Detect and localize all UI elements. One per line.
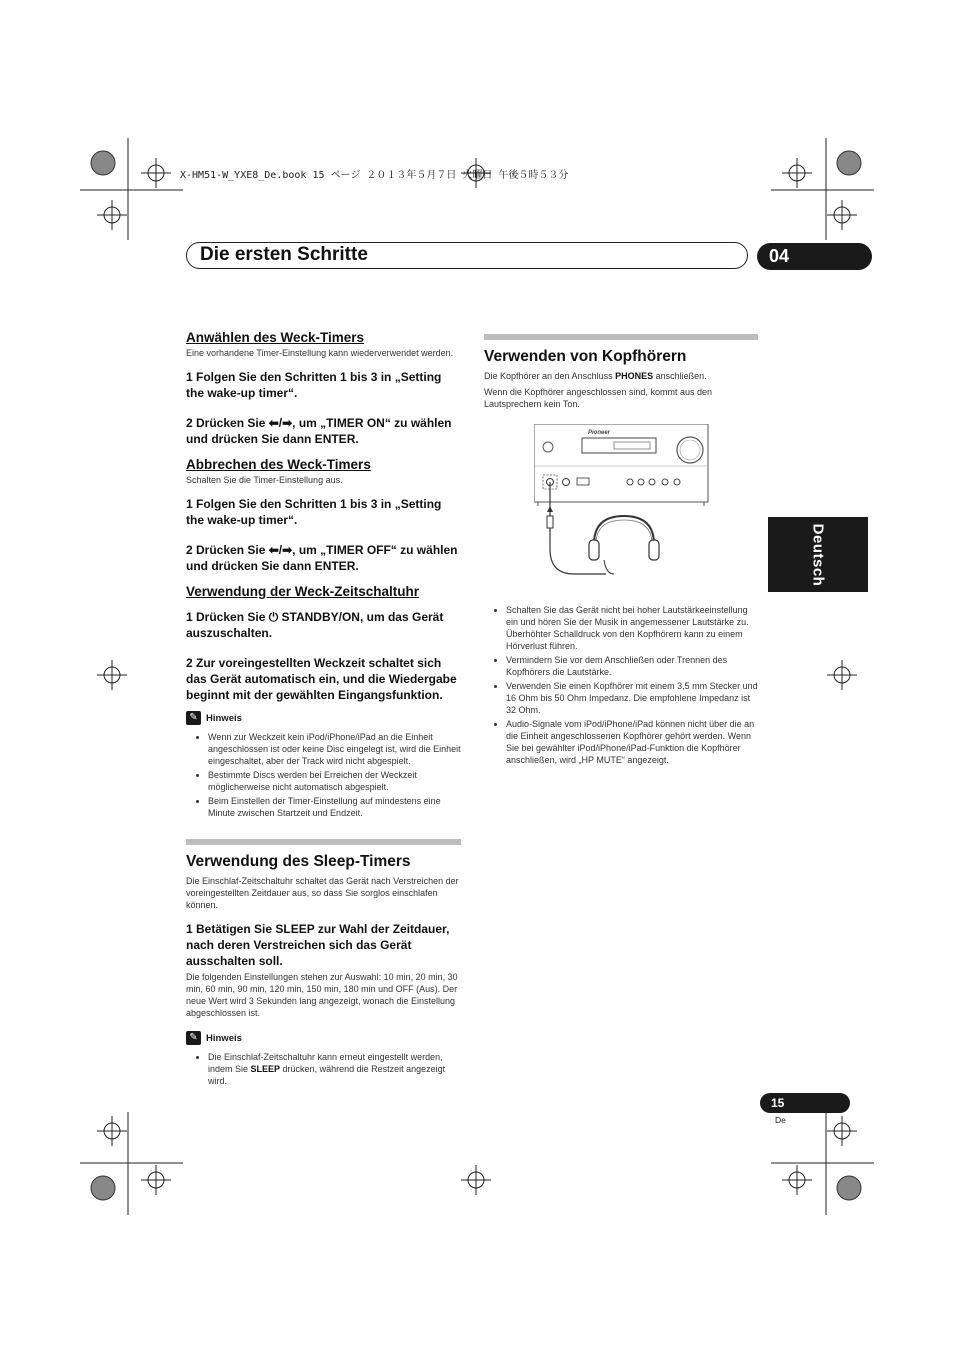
note-list xyxy=(186,731,461,819)
note-pencil-icon: ✎ xyxy=(186,1031,201,1045)
step: 2 Zur voreingestellten Weckzeit schaltet sich das Gerät automatisch ein, und die Wiedergabe beginnt mit der gewählten Eingangsfunktion. xyxy=(186,656,457,702)
left-column xyxy=(186,330,461,1089)
step: 2 Drücken Sie ⬅/➡, um „TIMER OFF“ zu wählen und drücken Sie dann ENTER. xyxy=(186,543,458,573)
note-pencil-icon: ✎ xyxy=(186,711,201,725)
list-item: • Vermindern Sie vor dem Anschließen oder Trennen des Kopfhörers die Lautstärke. xyxy=(506,654,758,678)
section-title: Anwählen des Weck-Timers xyxy=(186,330,365,345)
chapter-title: Die ersten Schritte xyxy=(200,244,368,265)
page-number-badge: 15 xyxy=(760,1093,850,1113)
section-intro: Die Kopfhörer an den Anschluss PHONES anschließen. xyxy=(484,371,707,381)
section-heading: Verwendung des Sleep-Timers xyxy=(186,853,411,870)
list-item: • Die Einschlaf-Zeitschaltuhr kann erneut eingestellt werden, indem Sie SLEEP drücken, während die Restzeit angezeigt wird. xyxy=(208,1051,461,1087)
step: 1 Drücken Sie ⏻ STANDBY/ON, um das Gerät auszuschalten. xyxy=(186,610,444,640)
list-item: • Bestimmte Discs werden bei Erreichen der Weckzeit möglicherweise nicht automatisch abgespielt. xyxy=(208,769,461,793)
right-column xyxy=(484,334,758,768)
step: 1 Folgen Sie den Schritten 1 bis 3 in „Setting the wake-up timer“. xyxy=(186,497,442,527)
list-item: • Verwenden Sie einen Kopfhörer mit einem 3,5 mm Stecker und 16 Ohm bis 50 Ohm Impedanz. Die empfohlene Impedanz ist 32 Ohm. xyxy=(506,680,758,716)
step: 2 Drücken Sie ⬅/➡, um „TIMER ON“ zu wählen und drücken Sie dann ENTER. xyxy=(186,416,452,446)
step: 1 Folgen Sie den Schritten 1 bis 3 in „Setting the wake-up timer“. xyxy=(186,370,442,400)
section-title: Verwendung der Weck-Zeitschaltuhr xyxy=(186,584,420,599)
section-intro: Wenn die Kopfhörer angeschlossen sind, kommt aus den Lautsprechern kein Ton. xyxy=(484,387,712,409)
list-item: • Beim Einstellen der Timer-Einstellung auf mindestens eine Minute zwischen Startzeit und Endzeit. xyxy=(208,795,461,819)
section-intro: Schalten Sie die Timer-Einstellung aus. xyxy=(186,475,343,485)
note-list xyxy=(186,1051,461,1087)
section-intro: Die Einschlaf-Zeitschaltuhr schaltet das Gerät nach Verstreichen der voreingestellten Zeitdauer aus, so dass Sie sorglos einschlafen können. xyxy=(186,876,459,910)
section-divider xyxy=(186,839,461,845)
note-label: Hinweis xyxy=(206,1032,242,1044)
note-label: Hinweis xyxy=(206,712,242,724)
list-item: • Wenn zur Weckzeit kein iPod/iPhone/iPad an die Einheit angeschlossen ist oder keine Disc eingelegt ist, wird die Einheit eingeschaltet, aber der Track wird nicht abgespielt. xyxy=(208,731,461,767)
list-item: • Audio-Signale vom iPod/iPhone/iPad können nicht über die an die Einheit angeschlossenen Kopfhörer gehört werden. Wenn Sie bei gewählter iPod/iPhone/iPad-Funktion die Kopfhörer anschließen, wird „HP MUTE“ angezeigt. xyxy=(506,718,758,766)
chapter-number-badge: 04 xyxy=(757,243,872,270)
note-list xyxy=(484,604,758,766)
step: 1 Betätigen Sie SLEEP zur Wahl der Zeitdauer, nach deren Verstreichen sich das Gerät ausschalten soll. xyxy=(186,922,450,968)
svg-text:Pioneer: Pioneer xyxy=(588,430,611,436)
section-divider xyxy=(484,334,758,340)
list-item: • Schalten Sie das Gerät nicht bei hoher Lautstärkeeinstellung ein und hören Sie der Musik in angemessener Lautstärke zu. Überhöhter Schalldruck von den Kopfhörern kann zu einem Hörverlust führen. xyxy=(506,604,758,652)
print-header: X-HM51-W_YXE8_De.book 15 ページ ２０１３年５月７日 火曜日 午後５時５３分 xyxy=(180,170,569,181)
section-title: Abbrechen des Weck-Timers xyxy=(186,457,371,472)
page-language-code: De xyxy=(775,1115,786,1125)
section-heading: Verwenden von Kopfhörern xyxy=(484,348,687,365)
note-header xyxy=(186,1031,461,1045)
headphone-connection-diagram xyxy=(534,424,760,589)
note-header xyxy=(186,711,461,725)
language-tab xyxy=(768,517,868,592)
step-description: Die folgenden Einstellungen stehen zur Auswahl: 10 min, 20 min, 30 min, 60 min, 90 min, 120 min, 150 min, 180 min und OFF (Aus). Der neue Wert wird 3 Sekunden lang angezeigt, wonach die Einstellung abgeschlossen ist. xyxy=(186,972,458,1018)
language-tab-label: Deutsch xyxy=(809,523,827,586)
section-intro: Eine vorhandene Timer-Einstellung kann wiederverwendet werden. xyxy=(186,348,454,358)
